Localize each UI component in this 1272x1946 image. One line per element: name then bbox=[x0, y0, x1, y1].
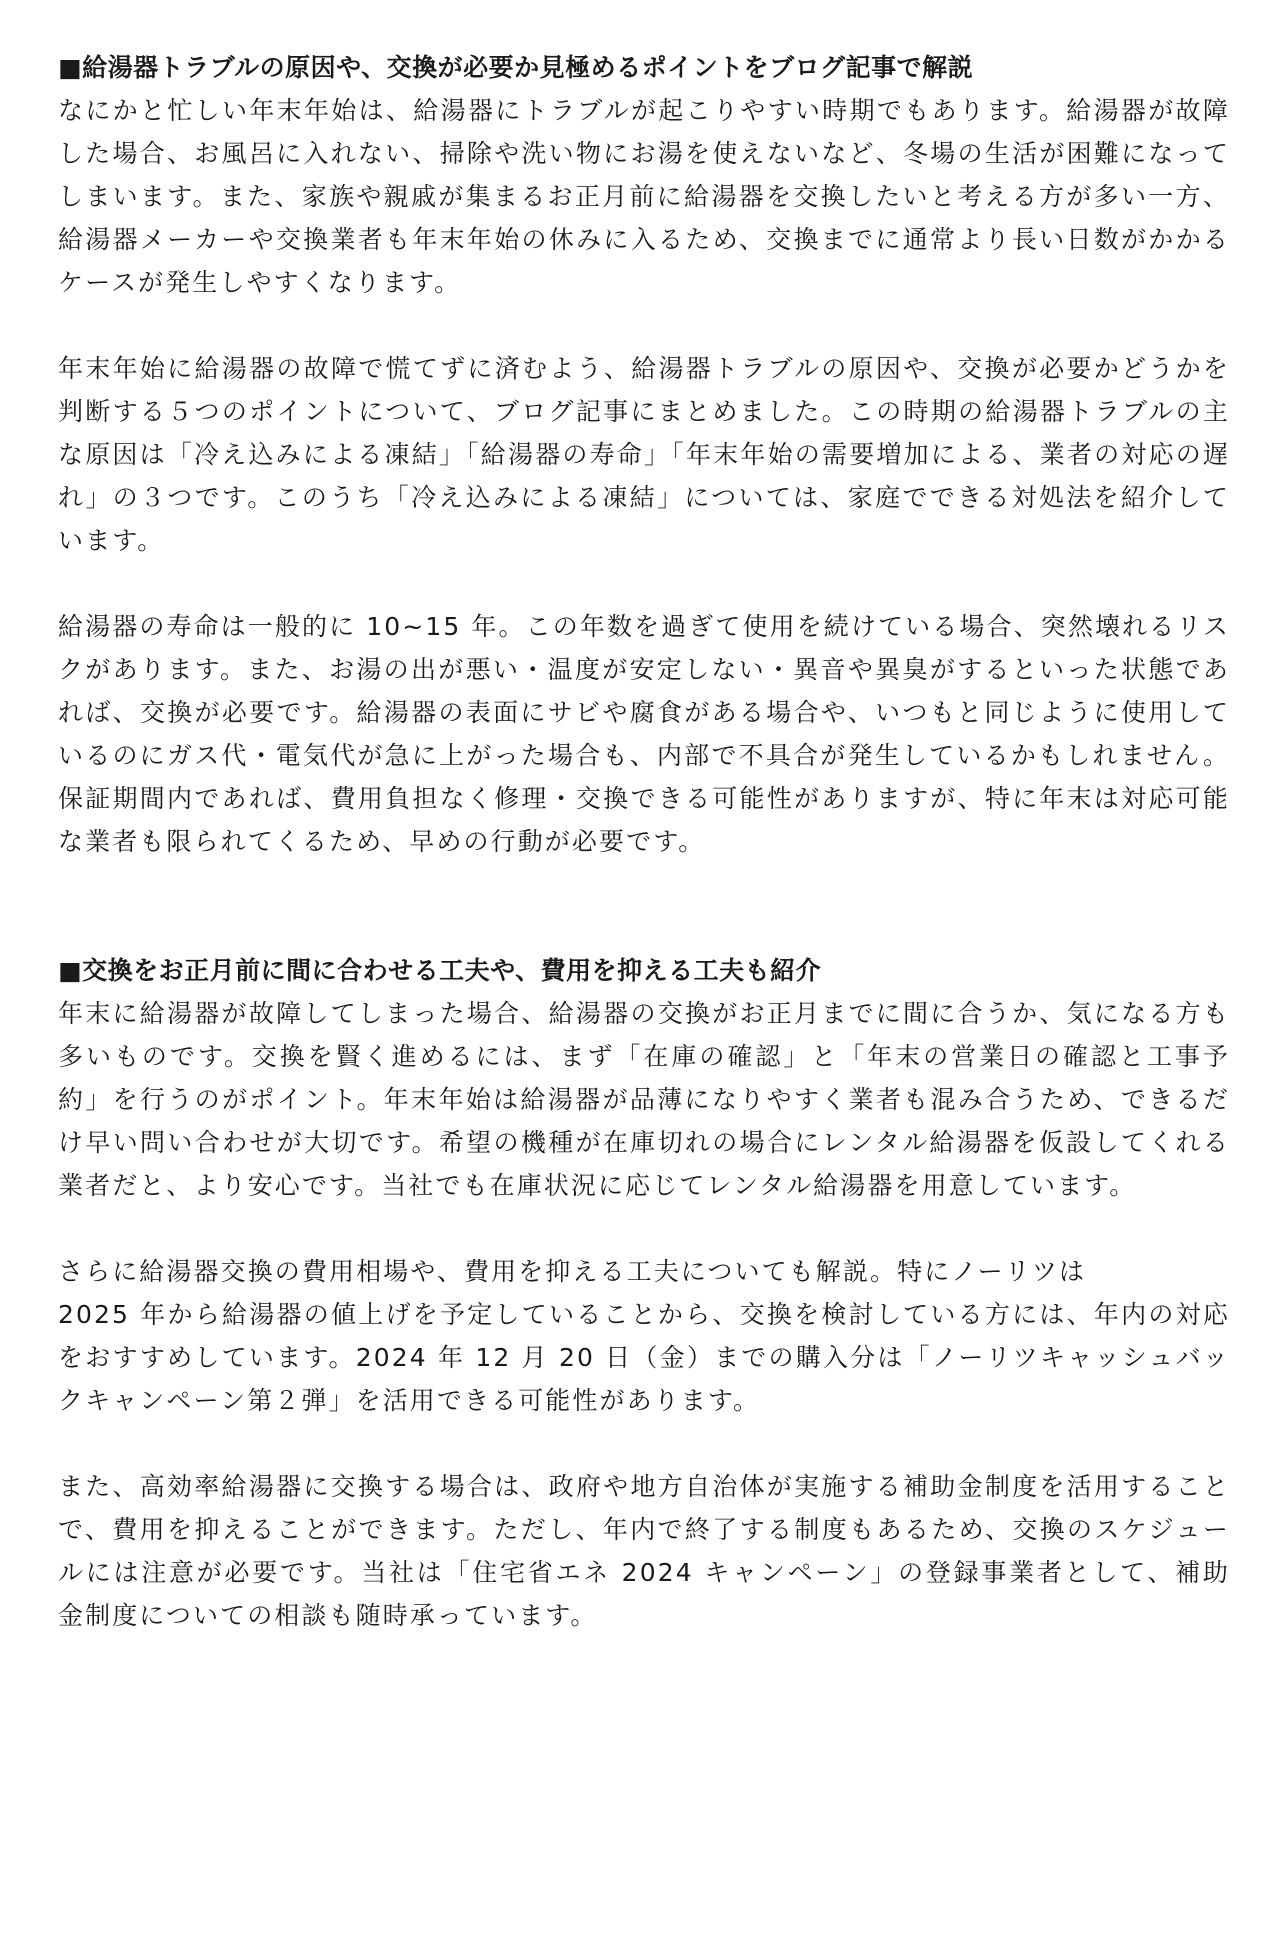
paragraph-cost-noritz: さらに給湯器交換の費用相場や、費用を抑える工夫についても解説。特にノーリツは 2025 年から給湯器の値上げを予定していることから、交換を検討している方には、年内の対応をおすすめしています。2024 年 12 月 20 日（金）までの購入分は「ノーリツキャッシュバックキャンペーン第２弾」を活用できる可能性があります。 bbox=[58, 1257, 1230, 1415]
paragraph-lifespan: 給湯器の寿命は一般的に 10~15 年。この年数を過ぎて使用を続けている場合、突然壊れるリスクがあります。また、お湯の出が悪い・温度が安定しない・異音や異臭がするといった状態であれば、交換が必要です。給湯器の表面にサビや腐食がある場合や、いつもと同じように使用しているのにガス代・電気代が急に上がった場合も、内部で不具合が発生しているかもしれません。保証期間内であれば、費用負担なく修理・交換できる可能性がありますが、特に年末は対応可能な業者も限られてくるため、早めの行動が必要です。 bbox=[58, 612, 1230, 856]
section-spacer bbox=[58, 863, 1230, 949]
document-body bbox=[58, 46, 1230, 1637]
paragraph-spacer bbox=[58, 562, 1230, 605]
paragraph-new-year-replacement: 年末に給湯器が故障してしまった場合、給湯器の交換がお正月までに間に合うか、気になる方も多いものです。交換を賢く進めるには、まず「在庫の確認」と「年末の営業日の確認と工事予約」を行うのがポイント。年末年始は給湯器が品薄になりやすく業者も混み合うため、できるだけ早い問い合わせが大切です。希望の機種が在庫切れの場合にレンタル給湯器を仮設してくれる業者だと、より安心です。当社でも在庫状況に応じてレンタル給湯器を用意しています。 bbox=[58, 999, 1230, 1200]
paragraph-spacer bbox=[58, 1422, 1230, 1465]
paragraph-spacer bbox=[58, 1207, 1230, 1250]
paragraph-blog-summary: 年末年始に給湯器の故障で慌てずに済むよう、給湯器トラブルの原因や、交換が必要かどうかを判断する５つのポイントについて、ブログ記事にまとめました。この時期の給湯器トラブルの主な原因は「冷え込みによる凍結」「給湯器の寿命」「年末年始の需要増加による、業者の対応の遅れ」の３つです。このうち「冷え込みによる凍結」については、家庭でできる対処法を紹介しています。 bbox=[58, 354, 1230, 555]
section-heading-replacement-tips: ■交換をお正月前に間に合わせる工夫や、費用を抑える工夫も紹介 bbox=[58, 956, 822, 985]
paragraph-busy-season: なにかと忙しい年末年始は、給湯器にトラブルが起こりやすい時期でもあります。給湯器が故障した場合、お風呂に入れない、掃除や洗い物にお湯を使えないなど、冬場の生活が困難になってしまいます。また、家族や親戚が集まるお正月前に給湯器を交換したいと考える方が多い一方、給湯器メーカーや交換業者も年末年始の休みに入るため、交換までに通常より長い日数がかかるケースが発生しやすくなります。 bbox=[58, 96, 1230, 297]
paragraph-spacer bbox=[58, 304, 1230, 347]
paragraph-subsidy: また、高効率給湯器に交換する場合は、政府や地方自治体が実施する補助金制度を活用することで、費用を抑えることができます。ただし、年内で終了する制度もあるため、交換のスケジュールには注意が必要です。当社は「住宅省エネ 2024 キャンペーン」の登録事業者として、補助金制度についての相談も随時承っています。 bbox=[58, 1472, 1230, 1630]
section-heading-troubles: ■給湯器トラブルの原因や、交換が必要か見極めるポイントをブログ記事で解説 bbox=[58, 53, 974, 82]
